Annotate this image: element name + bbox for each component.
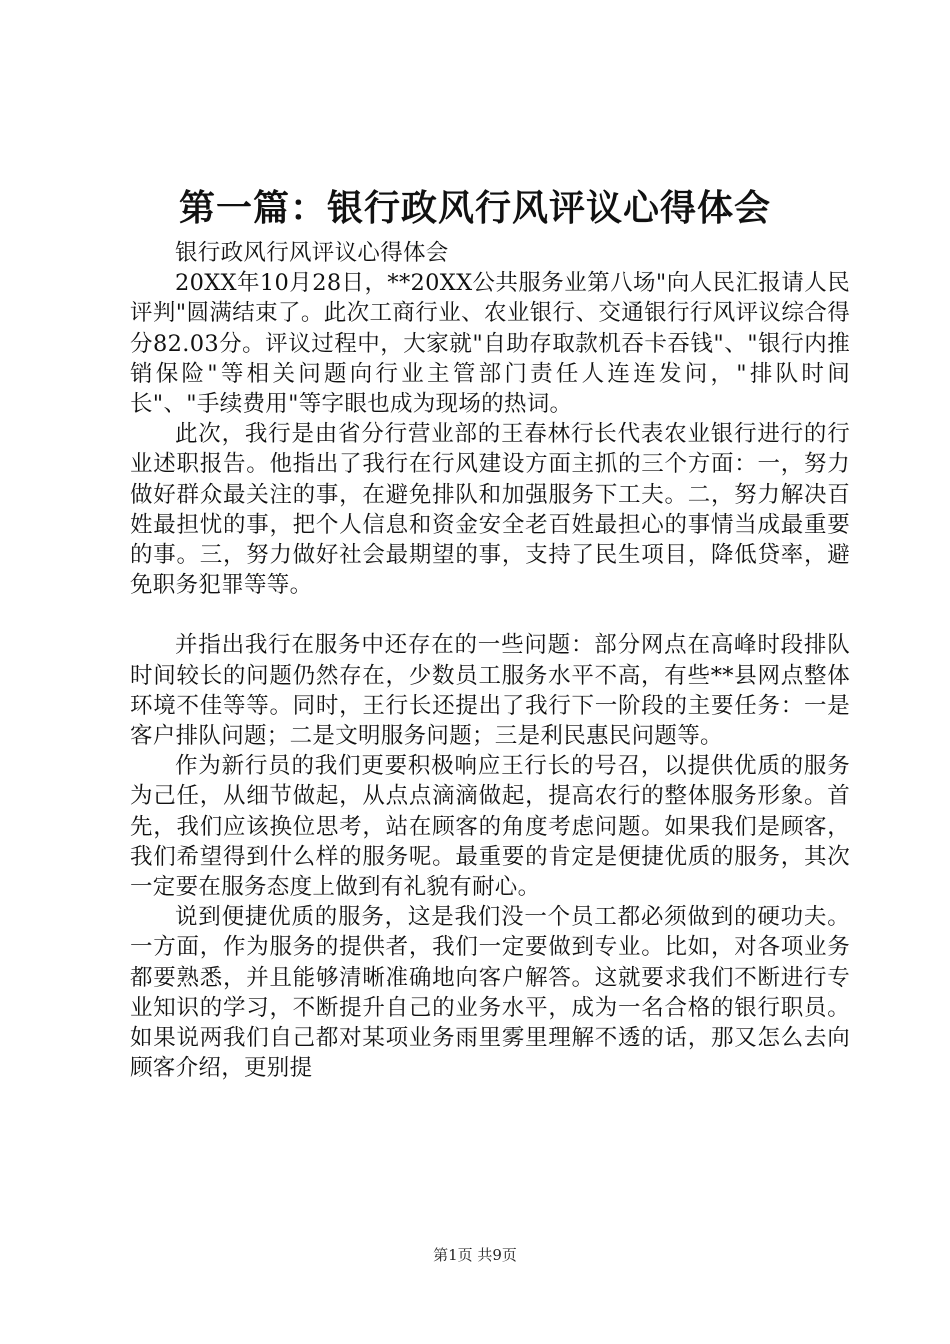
paragraph-subtitle: 银行政风行风评议心得体会 xyxy=(175,240,449,266)
document-body xyxy=(130,238,850,1083)
document-title: 第一篇：银行政风行风评议心得体会 xyxy=(178,188,771,229)
paragraph: 并指出我行在服务中还存在的一些问题：部分网点在高峰时段排队时间较长的问题仍然存在，少数员工服务水平不高，有些**县网点整体环境不佳等等。同时，王行长还提出了我行下一阶段的主要任务：一是客户排队问题；二是文明服务问题；三是利民惠民问题等。 xyxy=(130,632,850,750)
paragraph: 此次，我行是由省分行营业部的王春林行长代表农业银行进行的行业述职报告。他指出了我行在行风建设方面主抓的三个方面：一，努力做好群众最关注的事，在避免排队和加强服务下工夫。二，努力解决百姓最担忧的事，把个人信息和资金安全老百姓最担心的事情当成最重要的事。三，努力做好社会最期望的事，支持了民生项目，降低贷率，避免职务犯罪等等。 xyxy=(130,421,850,599)
paragraph: 20XX年10月28日，**20XX公共服务业第八场"向人民汇报请人民评判"圆满结束了。此次工商行业、农业银行、交通银行行风评议综合得分82.03分。评议过程中，大家就"自助存取款机吞卡吞钱"、"银行内推销保险"等相关问题向行业主管部门责任人连连发问，"排队时间长"、"手续费用"等字眼也成为现场的热词。 xyxy=(130,270,850,418)
paragraph: 说到便捷优质的服务，这是我们没一个员工都必须做到的硬功夫。一方面，作为服务的提供者，我们一定要做到专业。比如，对各项业务都要熟悉，并且能够清晰准确地向客户解答。这就要求我们不断进行专业知识的学习，不断提升自己的业务水平，成为一名合格的银行职员。如果说两我们自己都对某项业务雨里雾里理解不透的话，那又怎么去向顾客介绍，更别提 xyxy=(130,904,850,1082)
paragraph: 作为新行员的我们更要积极响应王行长的号召，以提供优质的服务为己任，从细节做起，从点点滴滴做起，提高农行的整体服务形象。首先，我们应该换位思考，站在顾客的角度考虑问题。如果我们是顾客，我们希望得到什么样的服务呢。最重要的肯定是便捷优质的服务，其次一定要在服务态度上做到有礼貌有耐心。 xyxy=(130,753,850,901)
page-footer: 第1页 共9页 xyxy=(433,1246,517,1264)
